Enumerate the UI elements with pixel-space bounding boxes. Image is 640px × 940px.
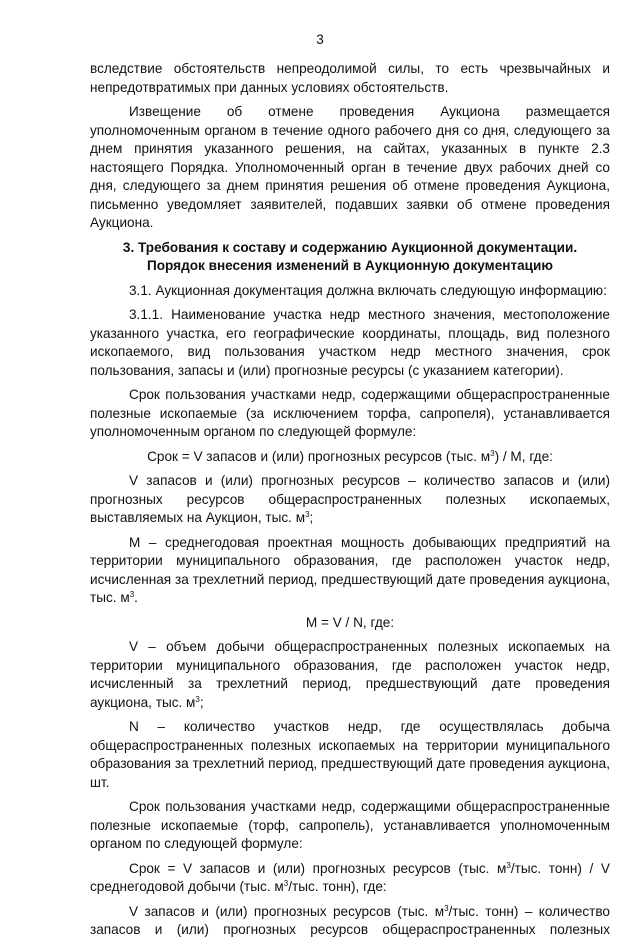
paragraph: N – количество участков недр, где осуществлялась добыча общераспространенных полезных ископаемых на территории муниципального образования за трехлетний период, предшествующий дате проведения аукциона, шт. <box>90 719 610 790</box>
paragraph: Срок пользования участками недр, содержащими общераспространенные полезные ископаемые (за исключением торфа, сапропеля), устанавливается уполномоченным органом по следующей формуле: <box>90 387 610 439</box>
paragraph: вследствие обстоятельств непреодолимой силы, то есть чрезвычайных и непредотвратимых при данных условиях обстоятельств. <box>90 61 610 95</box>
page-number: 3 <box>316 32 324 47</box>
paragraph <box>90 638 610 712</box>
paragraph-text: /тыс. тонн) – количество запасов и (или) прогнозных ресурсов общераспространенных полезных <box>90 903 610 937</box>
superscript: 3 <box>506 860 511 870</box>
formula-text: /тыс. тонн), где: <box>288 879 387 894</box>
section-heading-line: 3. Требования к составу и содержанию Аукционной документации. <box>122 239 578 255</box>
superscript: 3 <box>444 903 449 913</box>
formula-text: Срок = V запасов и (или) прогнозных ресурсов (тыс. м <box>129 860 507 876</box>
paragraph: 3.1. Аукционная документация должна включать следующую информацию: <box>129 282 607 298</box>
section-heading <box>90 239 610 276</box>
section-heading-line: Порядок внесения изменений в Аукционную документацию <box>146 258 554 273</box>
superscript: 3 <box>283 879 289 888</box>
paragraph-text: ; <box>199 694 204 710</box>
superscript: 3 <box>195 694 200 704</box>
superscript: 3 <box>129 590 135 599</box>
formula <box>90 860 610 897</box>
formula-text: /тыс. тонн) / V среднегодовой добычи (тыс. м <box>90 860 610 894</box>
formula <box>90 448 610 467</box>
paragraph-text: V запасов и (или) прогнозных ресурсов (тыс. м <box>129 903 445 919</box>
superscript: 3 <box>490 448 495 458</box>
paragraph <box>90 534 610 608</box>
superscript: 3 <box>305 510 310 519</box>
paragraph <box>90 472 610 528</box>
paragraph: Извещение об отмене проведения Аукциона размещается уполномоченным органом в течение одного рабочего дня со дня, следующего за днем принятия указанного решения, на сайтах, указанных в пункте 2.3 настоящего Порядка. Уполномоченный орган в течение двух рабочих дней со дня, следующего за днем принятия решения об отмене проведения Аукциона, письменно уведомляет заявителей, подавших заявки об отмене проведения Аукциона. <box>90 104 610 230</box>
document-body <box>90 60 610 940</box>
formula-text: ) / M, где: <box>494 448 553 464</box>
paragraph: 3.1.1. Наименование участка недр местного значения, местоположение указанного участка, его географические координаты, площадь, вид полезного ископаемого, вид пользования участком недр местного значения, срок пользования, запасы и (или) прогнозные ресурсы (с указанием категории). <box>90 307 610 378</box>
paragraph: Срок пользования участками недр, содержащими общераспространенные полезные ископаемые (торф, сапропель), устанавливается уполномоченным органом по следующей формуле: <box>90 799 610 851</box>
formula: M = V / N, где: <box>305 614 395 630</box>
paragraph <box>90 903 610 940</box>
paragraph-text: V запасов и (или) прогнозных ресурсов – количество запасов и (или) прогнозных ресурсов общераспространенных полезных ископаемых, выставляемых на Аукцион, тыс. м <box>90 473 610 525</box>
paragraph-text: . <box>134 590 138 605</box>
formula-text: Срок = V запасов и (или) прогнозных ресурсов (тыс. м <box>147 448 491 464</box>
paragraph-text: M – среднегодовая проектная мощность добывающих предприятий на территории муниципального образования, где расположен участок недр, исчисленная за трехлетний период, предшествующий дате проведения аукциона, тыс. м <box>90 534 610 605</box>
paragraph-text: V – объем добычи общераспространенных полезных ископаемых на территории муниципального образования, где расположен участок недр, исчисленный за трехлетний период, предшествующий дате проведения аукциона, тыс. м <box>90 639 610 710</box>
paragraph-text: ; <box>309 510 314 525</box>
